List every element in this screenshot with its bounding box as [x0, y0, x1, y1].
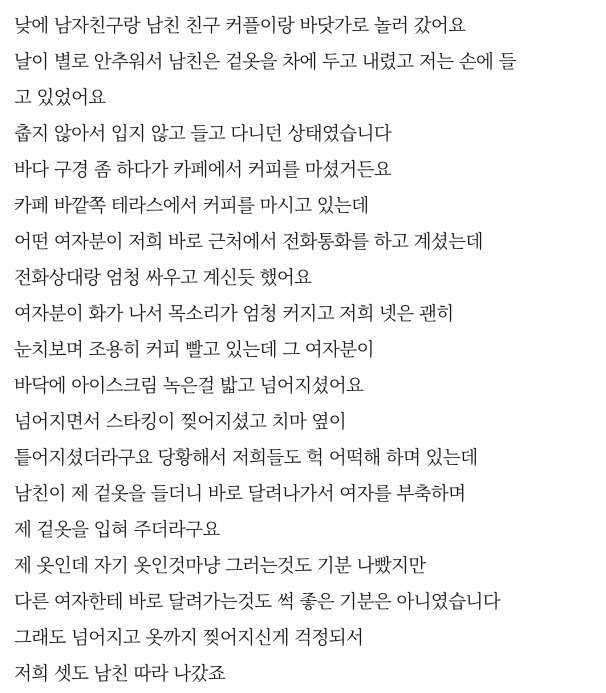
post-line-1: 낮에 남자친구랑 남친 친구 커플이랑 바닷가로 놀러 갔어요 — [14, 16, 466, 37]
post-line-6: 카페 바깥쪽 테라스에서 커피를 마시고 있는데 — [14, 196, 369, 217]
post-line-11: 바닥에 아이스크림 녹은걸 밟고 넘어지셨어요 — [14, 376, 364, 397]
post-line-5: 바다 구경 좀 하다가 카페에서 커피를 마셨거든요 — [14, 160, 392, 181]
post-line-9: 여자분이 화가 나서 목소리가 엄청 커지고 저희 넷은 괜히 — [14, 304, 454, 325]
post-line-13: 틑어지셨더라구요 당황해서 저희들도 헉 어떡해 하며 있는데 — [14, 448, 478, 469]
post-line-19: 저희 셋도 남친 따라 나갔죠 — [14, 664, 226, 685]
post-line-3: 고 있었어요 — [14, 88, 106, 109]
post-line-4: 춥지 않아서 입지 않고 들고 다니던 상태였습니다 — [14, 124, 392, 145]
post-line-14: 남친이 제 겉옷을 들더니 바로 달려나가서 여자를 부축하며 — [14, 484, 466, 505]
post-line-17: 다른 여자한테 바로 달려가는것도 썩 좋은 기분은 아니였습니다 — [14, 592, 501, 613]
post-line-15: 제 겉옷을 입혀 주더라구요 — [14, 520, 220, 541]
post-line-12: 넘어지면서 스타킹이 찢어지셨고 치마 옆이 — [14, 412, 347, 433]
post-line-8: 전화상대랑 엄청 싸우고 계신듯 했어요 — [14, 268, 312, 289]
post-line-16: 제 옷인데 자기 옷인것마냥 그러는것도 기분 나빴지만 — [14, 556, 426, 577]
post-line-2: 날이 별로 안추워서 남친은 겉옷을 차에 두고 내렸고 저는 손에 들 — [14, 52, 516, 73]
post-line-7: 어떤 여자분이 저희 바로 근처에서 전화통화를 하고 계셨는데 — [14, 232, 483, 253]
post-line-18: 그래도 넘어지고 옷까지 찢어지신게 걱정되서 — [14, 628, 364, 649]
post-line-10: 눈치보며 조용히 커피 빨고 있는데 그 여자분이 — [14, 340, 374, 361]
